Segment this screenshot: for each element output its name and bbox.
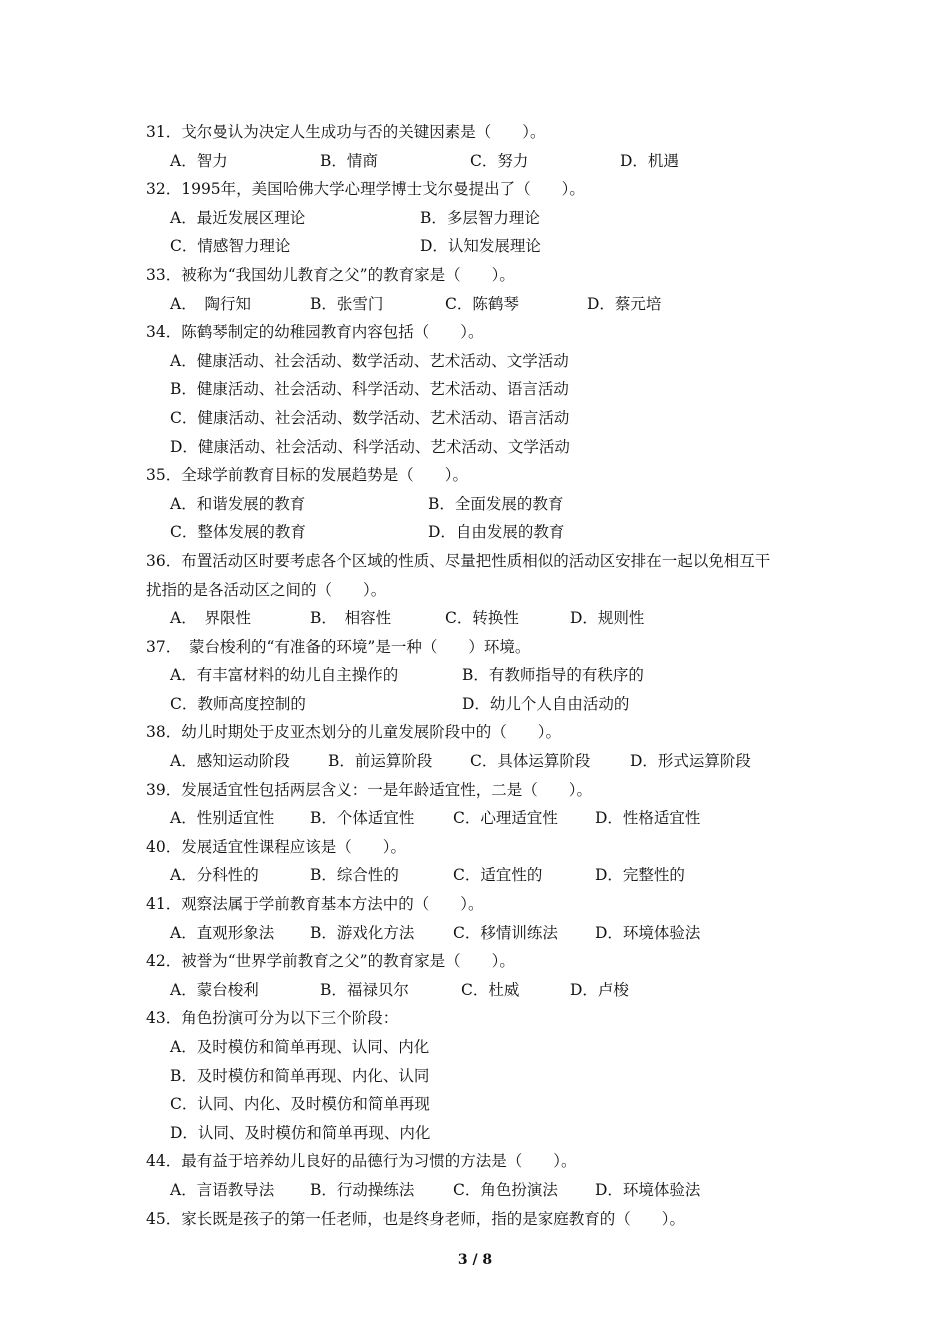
option-item: B． 相容性 bbox=[310, 609, 392, 628]
question-stem: 32．1995年，美国哈佛大学心理学博士戈尔曼提出了（ ）。 bbox=[146, 180, 585, 199]
option-item: D．幼儿个人自由活动的 bbox=[462, 694, 630, 713]
option-item: C．转换性 bbox=[445, 609, 519, 628]
option-item: C．认同、内化、及时模仿和简单再现 bbox=[170, 1095, 430, 1114]
option-item: A．最近发展区理论 bbox=[170, 208, 306, 227]
option-item: A．及时模仿和简单再现、认同、内化 bbox=[170, 1038, 430, 1056]
option-row bbox=[146, 518, 826, 547]
option-row bbox=[146, 690, 826, 719]
option-row bbox=[146, 976, 826, 1005]
question-stem: 34．陈鹤琴制定的幼稚园教育内容包括（ ）。 bbox=[146, 323, 484, 342]
option-item: C．角色扮演法 bbox=[453, 1180, 558, 1199]
option-item: A．感知运动阶段 bbox=[170, 752, 290, 771]
option-item: B．游戏化方法 bbox=[310, 923, 415, 942]
question-stem: 38．幼儿时期处于皮亚杰划分的儿童发展阶段中的（ ）。 bbox=[146, 723, 561, 742]
option-item: C．杜威 bbox=[461, 980, 520, 999]
option-row bbox=[146, 919, 826, 948]
option-item: D．形式运算阶段 bbox=[630, 752, 751, 771]
option-item: D．健康活动、社会活动、科学活动、艺术活动、文学活动 bbox=[170, 437, 570, 456]
option-item: B．有教师指导的有秩序的 bbox=[462, 666, 644, 685]
question-stem: 35．全球学前教育目标的发展趋势是（ ）。 bbox=[146, 466, 468, 485]
option-row bbox=[146, 604, 826, 633]
question-stem-continued: 扰指的是各活动区之间的（ ）。 bbox=[146, 580, 387, 599]
option-item: C．情感智力理论 bbox=[170, 237, 291, 256]
option-item: B．综合性的 bbox=[310, 866, 399, 885]
question-stem: 41．观察法属于学前教育基本方法中的（ ）。 bbox=[146, 895, 484, 914]
option-item: A．性别适宜性 bbox=[170, 809, 275, 828]
option-row bbox=[146, 804, 826, 833]
option-item: A． 界限性 bbox=[170, 609, 251, 628]
option-item: B．行动操练法 bbox=[310, 1180, 415, 1199]
option-item: A．分科性的 bbox=[170, 866, 259, 885]
option-row bbox=[146, 1176, 826, 1205]
question-stem: 36．布置活动区时要考虑各个区域的性质、尽量把性质相似的活动区安排在一起以免相互干 bbox=[146, 551, 771, 570]
question-list bbox=[146, 118, 826, 1233]
option-row bbox=[146, 747, 826, 776]
option-item: B．前运算阶段 bbox=[328, 752, 433, 771]
option-item: C．健康活动、社会活动、数学活动、艺术活动、语言活动 bbox=[170, 408, 570, 427]
option-item: B．个体适宜性 bbox=[310, 809, 415, 828]
option-item: B．全面发展的教育 bbox=[428, 494, 564, 513]
option-item: A．直观形象法 bbox=[170, 923, 275, 942]
option-item: B．健康活动、社会活动、科学活动、艺术活动、语言活动 bbox=[170, 380, 569, 399]
question-stem: 37． 蒙台梭利的“有准备的环境”是一种（ ）环境。 bbox=[146, 637, 531, 656]
option-row bbox=[146, 861, 826, 890]
option-item: B．福禄贝尔 bbox=[320, 980, 409, 999]
question-stem: 44．最有益于培养幼儿良好的品德行为习惯的方法是（ ）。 bbox=[146, 1152, 577, 1171]
option-row bbox=[146, 232, 826, 261]
page-number: 3 / 8 bbox=[457, 1252, 493, 1268]
option-item: B．及时模仿和简单再现、内化、认同 bbox=[170, 1066, 430, 1085]
option-item: B．多层智力理论 bbox=[420, 208, 540, 227]
question-stem: 31．戈尔曼认为决定人生成功与否的关键因素是（ ）。 bbox=[146, 123, 546, 141]
option-item: D．环境体验法 bbox=[595, 923, 701, 942]
option-row bbox=[146, 147, 826, 176]
question-stem: 43．角色扮演可分为以下三个阶段： bbox=[146, 1009, 399, 1028]
option-item: A．健康活动、社会活动、数学活动、艺术活动、文学活动 bbox=[170, 351, 569, 370]
option-item: C．整体发展的教育 bbox=[170, 523, 306, 542]
option-item: B．情商 bbox=[320, 151, 378, 170]
option-item: D．性格适宜性 bbox=[595, 809, 701, 828]
option-item: C．具体运算阶段 bbox=[470, 752, 591, 771]
question-stem: 39．发展适宜性包括两层含义：一是年龄适宜性，二是（ ）。 bbox=[146, 780, 592, 799]
option-item: C．适宜性的 bbox=[453, 866, 543, 885]
question-stem: 45．家长既是孩子的第一任老师，也是终身老师，指的是家庭教育的（ ）。 bbox=[146, 1209, 685, 1228]
option-item: D．机遇 bbox=[620, 151, 679, 170]
option-item: C．移情训练法 bbox=[453, 923, 558, 942]
option-row bbox=[146, 490, 826, 519]
option-item: C．努力 bbox=[470, 151, 529, 170]
option-item: D．完整性的 bbox=[595, 866, 685, 885]
option-item: A． 陶行知 bbox=[170, 294, 251, 313]
option-item: D．认同、及时模仿和简单再现、内化 bbox=[170, 1123, 431, 1142]
option-item: B．张雪门 bbox=[310, 294, 384, 313]
question-stem: 42．被誉为“世界学前教育之父”的教育家是（ ）。 bbox=[146, 952, 515, 971]
option-item: A．有丰富材料的幼儿自主操作的 bbox=[170, 666, 399, 685]
option-item: D．卢梭 bbox=[570, 980, 629, 999]
option-row bbox=[146, 661, 826, 690]
option-row bbox=[146, 290, 826, 319]
option-item: C．教师高度控制的 bbox=[170, 694, 306, 713]
option-item: D．蔡元培 bbox=[587, 294, 662, 313]
option-item: D．自由发展的教育 bbox=[428, 523, 565, 542]
option-item: D．认知发展理论 bbox=[420, 237, 541, 256]
option-item: A．蒙台梭利 bbox=[170, 980, 259, 999]
option-item: C．陈鹤琴 bbox=[445, 294, 519, 313]
option-item: A．言语教导法 bbox=[170, 1180, 275, 1199]
option-item: A．和谐发展的教育 bbox=[170, 494, 306, 513]
option-item: D．环境体验法 bbox=[595, 1180, 701, 1199]
option-row bbox=[146, 204, 826, 233]
option-item: A．智力 bbox=[170, 151, 228, 170]
question-stem: 33．被称为“我国幼儿教育之父”的教育家是（ ）。 bbox=[146, 265, 515, 284]
option-item: C．心理适宜性 bbox=[453, 809, 558, 828]
question-stem: 40．发展适宜性课程应该是（ ）。 bbox=[146, 837, 406, 856]
option-item: D．规则性 bbox=[570, 609, 645, 628]
